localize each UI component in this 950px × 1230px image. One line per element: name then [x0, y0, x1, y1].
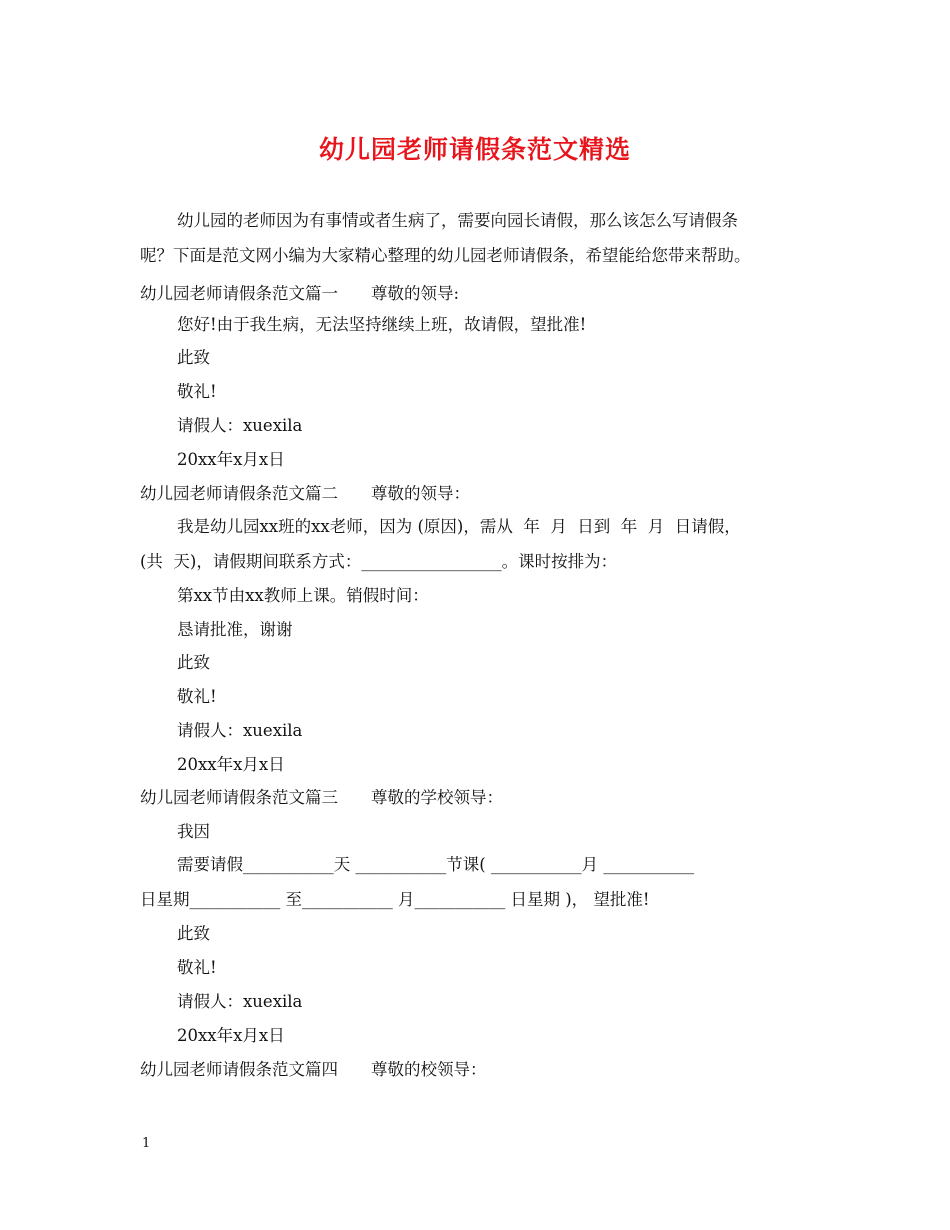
- text-line: 20xx年x月x日: [177, 1026, 285, 1045]
- text-line: 请假人：xuexila: [177, 992, 303, 1011]
- text-line: 第xx节由xx教师上课。销假时间：: [177, 586, 429, 605]
- text-line: 恳请批准，谢谢: [177, 620, 293, 639]
- text-line: 敬礼!: [177, 687, 217, 706]
- text-line: 20xx年x月x日: [177, 755, 285, 774]
- text-line: 日星期___________ 至___________ 月___________ 日星期 )， 望批准!: [140, 890, 650, 909]
- text-line: (共 天)，请假期间联系方式：_________________。课时按排为：: [140, 552, 618, 571]
- text-line: 20xx年x月x日: [177, 450, 285, 469]
- page-number: 1: [142, 1136, 151, 1151]
- text-line: 此致: [177, 653, 210, 672]
- text-line: 请假人：xuexila: [177, 416, 303, 435]
- text-line: 请假人：xuexila: [177, 721, 303, 740]
- text-line: 幼儿园老师请假条范文篇二 尊敬的领导：: [140, 484, 470, 503]
- text-line: 您好!由于我生病，无法坚持继续上班，故请假，望批准!: [177, 315, 587, 334]
- text-line: 此致: [177, 924, 210, 943]
- text-line: 呢？下面是范文网小编为大家精心整理的幼儿园老师请假条，希望能给您带来帮助。: [140, 246, 751, 265]
- text-line: 需要请假___________天 ___________节课( ___________月 ___________: [177, 855, 695, 874]
- text-line: 此致: [177, 348, 210, 367]
- text-line: 幼儿园老师请假条范文篇四 尊敬的校领导：: [140, 1060, 487, 1079]
- text-line: 我是幼儿园xx班的xx老师，因为 (原因)，需从 年 月 日到 年 月 日请假，: [177, 517, 741, 536]
- page-title: 幼儿园老师请假条范文精选: [318, 135, 631, 164]
- text-line: 幼儿园老师请假条范文篇一 尊敬的领导:: [140, 284, 460, 303]
- text-line: 幼儿园的老师因为有事情或者生病了，需要向园长请假，那么该怎么写请假条: [177, 211, 738, 230]
- text-line: 我因: [177, 822, 210, 841]
- text-line: 幼儿园老师请假条范文篇三 尊敬的学校领导：: [140, 788, 503, 807]
- text-line: 敬礼!: [177, 958, 217, 977]
- text-line: 敬礼!: [177, 382, 217, 401]
